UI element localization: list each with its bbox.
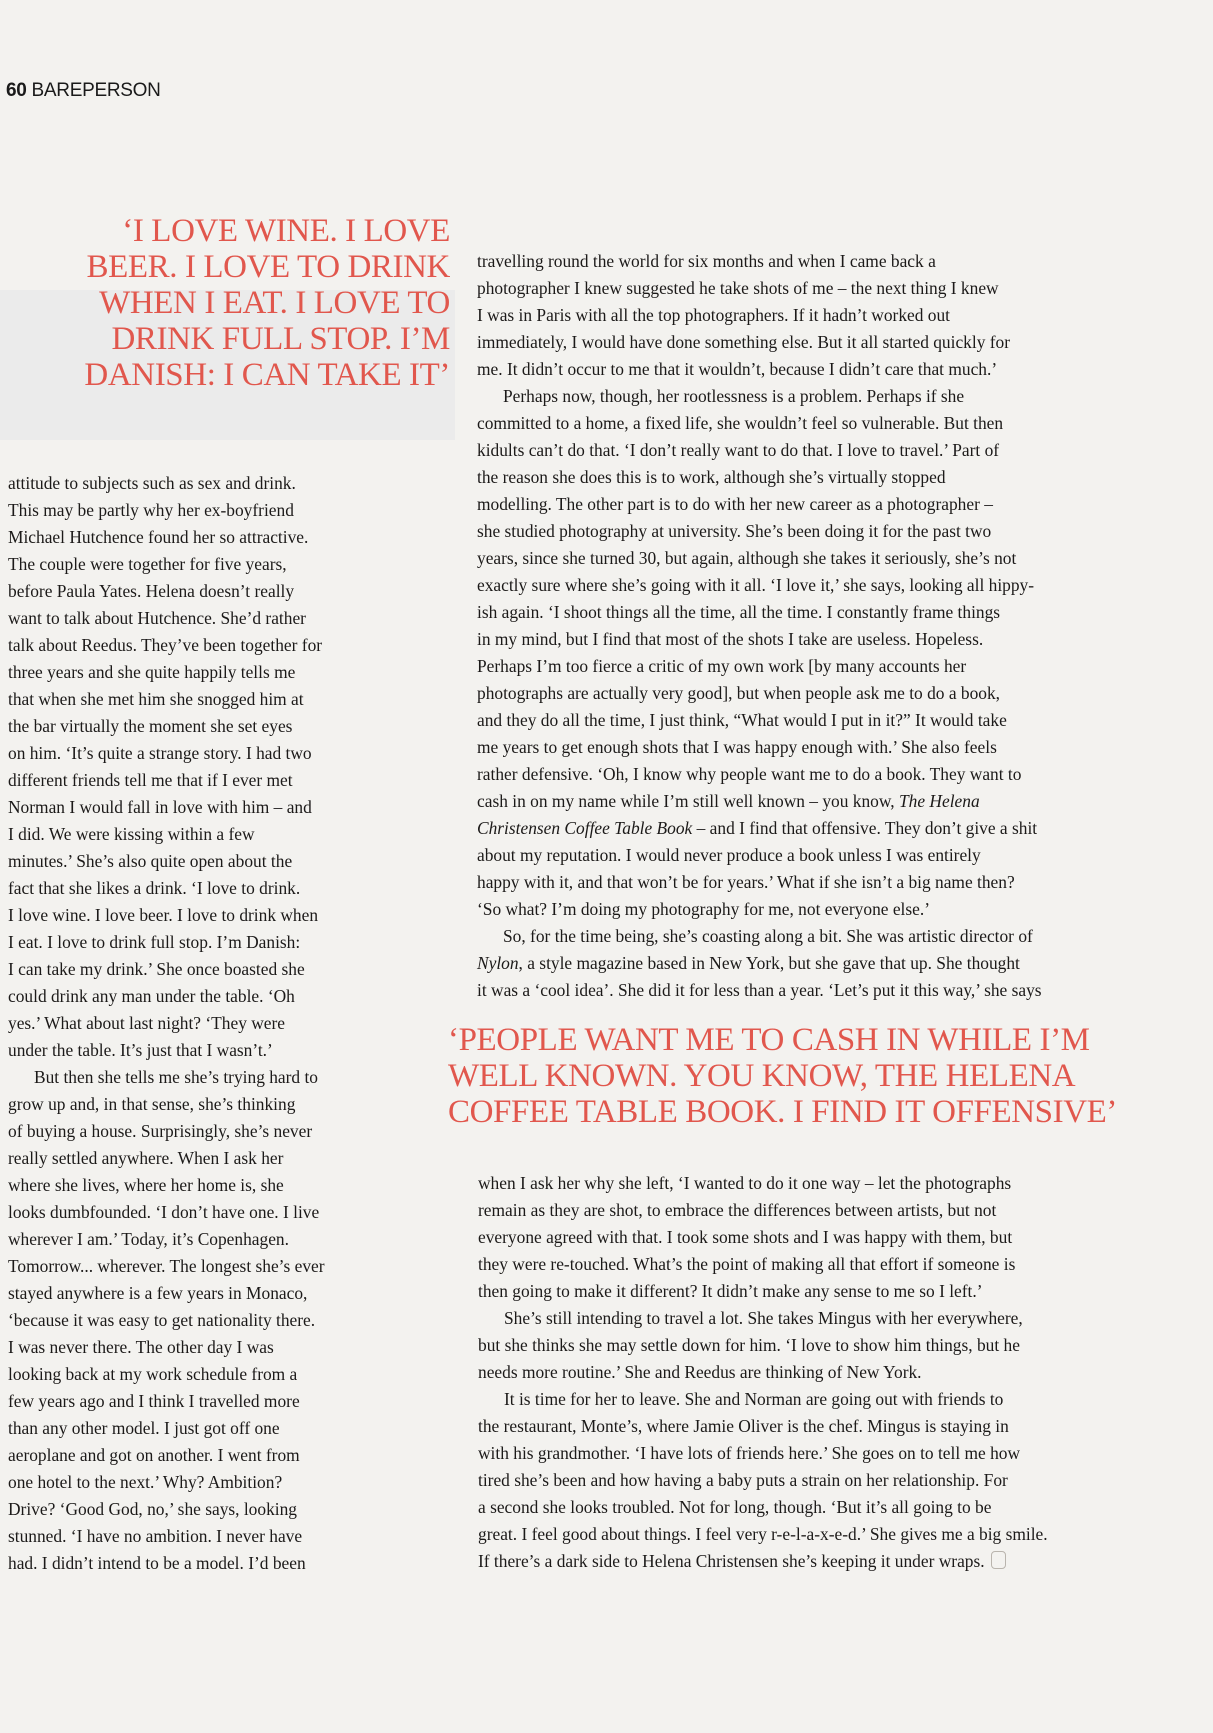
body-column-right-bottom	[478, 1170, 1048, 1575]
article-text-line: she studied photography at university. She’s been doing it for the past two	[477, 521, 992, 541]
pull-quote-line: DRINK FULL STOP. I’M	[111, 321, 450, 357]
article-text-line: I love wine. I love beer. I love to drink when	[8, 905, 319, 925]
article-text-line: Drive? ‘Good God, no,’ she says, looking	[8, 1499, 297, 1519]
article-text-line: Perhaps now, though, her rootlessness is a problem. Perhaps if she	[503, 386, 965, 406]
article-text-line: aeroplane and got on another. I went from	[8, 1445, 300, 1465]
article-text-line: me years to get enough shots that I was happy enough with.’ She also feels	[477, 737, 997, 757]
article-text-line: travelling round the world for six months and when I came back a	[477, 251, 936, 271]
article-text-line: The couple were together for five years,	[8, 554, 287, 574]
pull-quote-line: DANISH: I CAN TAKE IT’	[84, 357, 450, 393]
article-text-line: different friends tell me that if I ever met	[8, 770, 293, 790]
article-text-line: when I ask her why she left, ‘I wanted to do it one way – let the photographs	[478, 1173, 1012, 1193]
article-text-line: I did. We were kissing within a few	[8, 824, 255, 844]
article-text-line: looks dumbfounded. ‘I don’t have one. I live	[8, 1202, 320, 1222]
article-text-line: It is time for her to leave. She and Norman are going out with friends to	[504, 1389, 1004, 1409]
pull-quote-line: WHEN I EAT. I LOVE TO	[99, 285, 450, 321]
article-text-line: minutes.’ She’s also quite open about the	[8, 851, 293, 871]
article-text-line: exactly sure where she’s going with it all. ‘I love it,’ she says, looking all hippy-	[477, 575, 1035, 595]
article-text-line: talk about Reedus. They’ve been together for	[8, 635, 323, 655]
article-text-line: had. I didn’t intend to be a model. I’d been	[8, 1553, 306, 1573]
pull-quote-line: WELL KNOWN. YOU KNOW, THE HELENA	[448, 1058, 1076, 1094]
article-text-line: Michael Hutchence found her so attractive.	[8, 527, 309, 547]
pull-quote-book	[448, 1022, 1188, 1130]
article-text-line: ish again. ‘I shoot things all the time, all the time. I constantly frame things	[477, 602, 1001, 622]
article-text-line: remain as they are shot, to embrace the differences between artists, but not	[478, 1200, 997, 1220]
article-text-line: committed to a home, a fixed life, she wouldn’t feel so vulnerable. But then	[477, 413, 1004, 433]
article-text-line: Nylon, a style magazine based in New York, but she gave that up. She thought	[477, 953, 1020, 973]
article-text-line: the reason she does this is to work, although she’s virtually stopped	[477, 467, 946, 487]
article-text-line: She’s still intending to travel a lot. She takes Mingus with her everywhere,	[504, 1308, 1023, 1328]
article-text-line: that when she met him she snogged him at	[8, 689, 304, 709]
article-text-line: Tomorrow... wherever. The longest she’s ever	[8, 1256, 325, 1276]
article-text-line: Christensen Coffee Table Book – and I find that offensive. They don’t give a shit	[477, 818, 1038, 838]
pull-quote-wine	[40, 213, 450, 393]
article-text-line: immediately, I would have done something else. But it all started quickly for	[477, 332, 1011, 352]
article-text-line: ‘So what? I’m doing my photography for me, not everyone else.’	[477, 899, 931, 919]
article-text-line: on him. ‘It’s quite a strange story. I had two	[8, 743, 312, 763]
article-text-line: the restaurant, Monte’s, where Jamie Oliver is the chef. Mingus is staying in	[478, 1416, 1009, 1436]
pull-quote-line: ‘PEOPLE WANT ME TO CASH IN WHILE I’M	[448, 1022, 1090, 1058]
article-text-line: great. I feel good about things. I feel very r-e-l-a-x-e-d.’ She gives me a big smile.	[478, 1524, 1048, 1544]
end-of-article-icon	[991, 1551, 1006, 1569]
article-text-line: with his grandmother. ‘I have lots of friends here.’ She goes on to tell me how	[478, 1443, 1021, 1463]
article-text-line: three years and she quite happily tells me	[8, 662, 296, 682]
article-text-line: stunned. ‘I have no ambition. I never have	[8, 1526, 303, 1546]
article-text-line: kidults can’t do that. ‘I don’t really want to do that. I love to travel.’ Part of	[477, 440, 1000, 460]
article-text-line: of buying a house. Surprisingly, she’s never	[8, 1121, 313, 1141]
article-text-line: under the table. It’s just that I wasn’t.’	[8, 1040, 273, 1060]
article-text-line: ‘because it was easy to get nationality there.	[8, 1310, 316, 1330]
pull-quote-line: BEER. I LOVE TO DRINK	[86, 249, 450, 285]
article-text-line: photographer I knew suggested he take shots of me – the next thing I knew	[477, 278, 999, 298]
article-text-line: one hotel to the next.’ Why? Ambition?	[8, 1472, 283, 1492]
article-text-line: needs more routine.’ She and Reedus are thinking of New York.	[478, 1362, 922, 1382]
article-text-line: everyone agreed with that. I took some shots and I was happy with them, but	[478, 1227, 1013, 1247]
article-text-line: modelling. The other part is to do with her new career as a photographer –	[477, 494, 993, 514]
article-text-line: years, since she turned 30, but again, although she takes it seriously, she’s not	[477, 548, 1017, 568]
article-text-line: they were re-touched. What’s the point of making all that effort if someone is	[478, 1254, 1016, 1274]
article-text-line: me. It didn’t occur to me that it wouldn’t, because I didn’t care that much.’	[477, 359, 998, 379]
body-column-right-top	[477, 248, 1042, 1004]
page-header	[6, 80, 161, 102]
article-text-line: Norman I would fall in love with him – and	[8, 797, 312, 817]
article-text-line: rather defensive. ‘Oh, I know why people want me to do a book. They want to	[477, 764, 1022, 784]
page-number: 60	[6, 80, 27, 101]
article-text-line: I eat. I love to drink full stop. I’m Danish:	[8, 932, 301, 952]
article-text-line: before Paula Yates. Helena doesn’t really	[8, 581, 295, 601]
article-text-line: it was a ‘cool idea’. She did it for less than a year. ‘Let’s put it this way,’ she says	[477, 980, 1042, 1000]
pull-quote-line: ‘I LOVE WINE. I LOVE	[122, 213, 450, 249]
article-text-line: tired she’s been and how having a baby puts a strain on her relationship. For	[478, 1470, 1008, 1490]
article-text-line: could drink any man under the table. ‘Oh	[8, 986, 295, 1006]
pull-quote-line: COFFEE TABLE BOOK. I FIND IT OFFENSIVE’	[448, 1094, 1117, 1130]
article-text-line: Perhaps I’m too fierce a critic of my own work [by many accounts her	[477, 656, 967, 676]
article-text-line: I can take my drink.’ She once boasted she	[8, 959, 305, 979]
article-text-line: I was never there. The other day I was	[8, 1337, 274, 1357]
article-text-line: where she lives, where her home is, she	[8, 1175, 284, 1195]
article-text-line: stayed anywhere is a few years in Monaco,	[8, 1283, 308, 1303]
article-text-line: few years ago and I think I travelled more	[8, 1391, 300, 1411]
article-text-line: but she thinks she may settle down for him. ‘I love to show him things, but he	[478, 1335, 1020, 1355]
article-text-line: happy with it, and that won’t be for years.’ What if she isn’t a big name then?	[477, 872, 1015, 892]
article-text-line: wherever I am.’ Today, it’s Copenhagen.	[8, 1229, 289, 1249]
article-text-line: looking back at my work schedule from a	[8, 1364, 298, 1384]
body-column-left	[8, 470, 325, 1577]
article-text-line: a second she looks troubled. Not for long, though. ‘But it’s all going to be	[478, 1497, 992, 1517]
article-text-line: cash in on my name while I’m still well known – you know, The Helena	[477, 791, 980, 811]
section-name: BAREPERSON	[31, 80, 161, 101]
article-text-line: attitude to subjects such as sex and drink.	[8, 473, 296, 493]
article-text-line: So, for the time being, she’s coasting along a bit. She was artistic director of	[503, 926, 1033, 946]
article-text-line: and they do all the time, I just think, “What would I put in it?” It would take	[477, 710, 1007, 730]
article-text-line: in my mind, but I find that most of the shots I take are useless. Hopeless.	[477, 629, 984, 649]
article-text-line: grow up and, in that sense, she’s thinking	[8, 1094, 296, 1114]
article-text-line: than any other model. I just got off one	[8, 1418, 280, 1438]
article-text-line: really settled anywhere. When I ask her	[8, 1148, 284, 1168]
article-text-line: This may be partly why her ex-boyfriend	[8, 500, 294, 520]
article-text-line: fact that she likes a drink. ‘I love to drink.	[8, 878, 301, 898]
article-text-line: the bar virtually the moment she set eyes	[8, 716, 293, 736]
article-text-line: photographs are actually very good], but when people ask me to do a book,	[477, 683, 1001, 703]
article-text-line: But then she tells me she’s trying hard to	[34, 1067, 319, 1087]
article-text-line: I was in Paris with all the top photographers. If it hadn’t worked out	[477, 305, 951, 325]
article-text-line: want to talk about Hutchence. She’d rather	[8, 608, 306, 628]
article-text-line: If there’s a dark side to Helena Christensen she’s keeping it under wraps.	[478, 1548, 1048, 1575]
article-text-line: yes.’ What about last night? ‘They were	[8, 1013, 286, 1033]
article-text-line: about my reputation. I would never produce a book unless I was entirely	[477, 845, 981, 865]
article-text-line: then going to make it different? It didn’t make any sense to me so I left.’	[478, 1281, 983, 1301]
